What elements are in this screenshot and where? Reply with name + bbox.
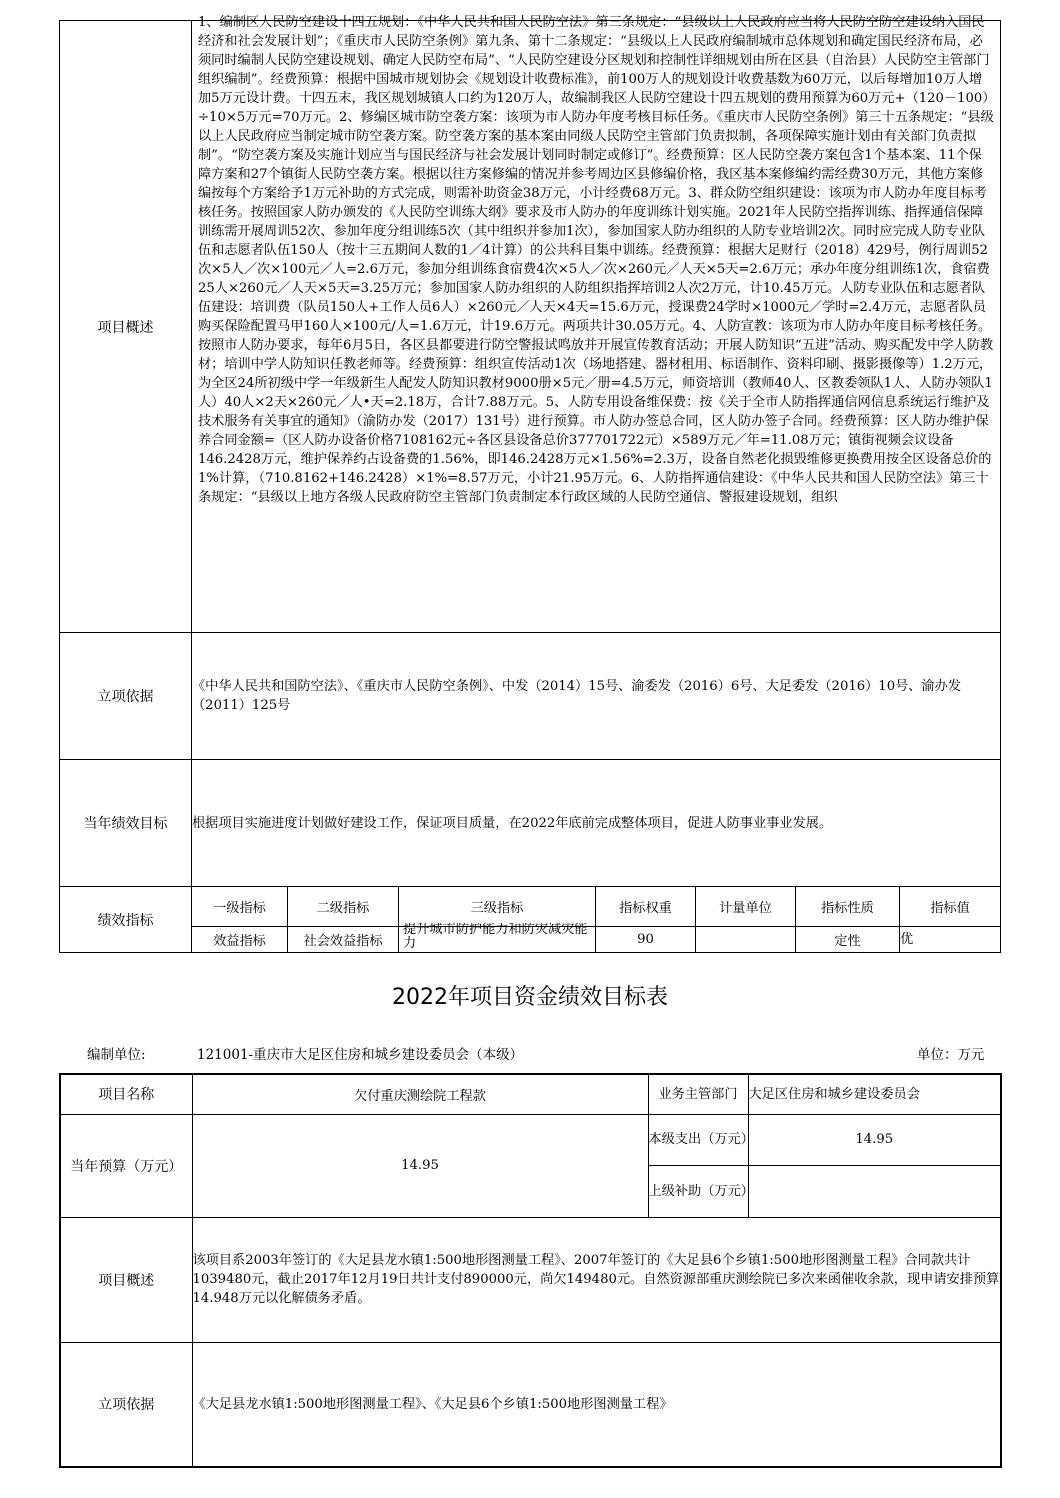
goal-text: 根据项目实施进度计划做好建设工作，保证项目质量，在2022年底前完成整体项目，促进人防事业事业发展。 [192, 760, 1001, 887]
overview-text: 1、编制区人民防空建设十四五规划：《中华人民共和国人民防空法》第三条规定：“县级以上人民政府应当将人民防空防空建设纳入国民经济和社会发展计划”；《重庆市人民防空条例》第九条、第十二条规定：“县级以上人民政府编制城市总体规划和确定国民经济布局，必须同时编制人民防空建设规划、确定人民防空布局”、“人民防空建设分区规划和控制性详细规划由所在区县（自治县）人民防空主管部门组织编制”。经费预算：根据中国城市规划协会《规划设计收费标准》，前100万人的规划设计收费基数为60万元，以后每增加10万人增加5万元设计费。十四五末，我区规划城镇人口约为120万人，故编制我区人民防空建设十四五规划的费用预算为60万元+（120－100）÷10×5万元=70万元。2、修编区城市防空袭方案：该项为市人防办年度考核目标任务。《重庆市人民防空条例》第三十五条规定：“县级以上人民政府应当制定城市防空袭方案。防空袭方案的基本案由同级人民防空主管部门负责拟制，各项保障实施计划由有关部门负责拟制”。“防空袭方案及实施计划应当与国民经济与社会发展计划同时制定或修订”。经费预算：区人民防空袭方案包含1个基本案、11个保障方案和27个镇街人民防空袭方案。根据以往方案修编的情况并参考周边区县修编价格，我区基本案修编约需经费30万元，其他方案修编按每个方案给予1万元补助的方式完成，则需补助资金38万元，小计经费68万元。3、群众防空组织建设：该项为市人防办年度目标考核任务。按照国家人防办颁发的《人民防空训练大纲》要求及市人防办的年度训练计划实施。2021年人民防空指挥训练、指挥通信保障训练需开展周训52次、参加年度分组训练5次（其中组织并参加1次），参加国家人防办组织的人防专业培训2次。同时应完成人防专业队伍和志愿者队伍150人（按十三五期间人数的1／4计算）的公共科目集中训练。经费预算：根据大足财行（2018）429号，例行周训52次×5人／次×100元／人=2.6万元，参加分组训练食宿费4次×5人／次×260元／人天×5天=2.6万元；承办年度分组训练1次，食宿费25人×260元／人天×5天=3.25万元；参加国家人防办组织的人防组织指挥培训2人次2万元，计10.45万元。人防专业队伍和志愿者队伍建设：培训费（队员150人+工作人员6人）×260元／人天×4天=15.6万元，授课费24学时×1000元／学时=2.4万元，志愿者队员购买保险配置马甲160人×100元/人=1.6万元，计19.6万元。两项共计30.05万元。4、人防宣教：该项为市人防办年度目标考核任务。按照市人防办要求，每年6月5日，各区县都要进行防空警报试鸣放并开展宣传教育活动；开展人防知识“五进”活动、购买配发中学人防教材；培训中学人防知识任教老师等。经费预算：组织宣传活动1次（场地搭建、器材租用、标语制作、资料印刷、摄影摄像等）1.2万元，为全区24所初级中学一年级新生人配发人防知识教材9000册×5元／册=4.5万元，师资培训（教师40人、区教委领队1人、人防办领队1人）40人×2天×260元／人•天=2.18万，合计7.88万元。5、人防专用设备维保费：按《关于全市人防指挥通信网信息系统运行维护及技术服务有关事宜的通知》（渝防办发（2017）131号）进行预算。市人防办签总合同，区人防办签子合同。经费预算：区人防办维护保养合同金额=（区人防办设备价格7108162元÷各区县设备总价377701722元）×589万元／年=11.08万元；镇街视频会议设备146.2428万元，维护保养约占设备费的1.56%，即146.2428万元×1.56%=2.3万，设备自然老化损毁维修更换费用按全区设备总价的1%计算，（710.8162+146.2428）×1%=8.57万元，小计21.95万元。6、人防指挥通信建设：《中华人民共和国人民防空法》第三十条规定：“县级以上地方各级人民政府防空主管部门负责制定本行政区域的人民防空通信、警报建设规划，组织 [198, 15, 994, 505]
basis2-label: 立项依据 [60, 1342, 192, 1467]
overview2-label: 项目概述 [60, 1217, 192, 1342]
perf-header-unit: 计量单位 [696, 887, 796, 927]
upper-value [748, 1165, 1001, 1217]
perf-header-level1: 一级指标 [192, 887, 288, 927]
perf-unit [696, 927, 796, 953]
upper-label: 上级补助（万元） [648, 1165, 748, 1217]
perf-level3: 提升城市防护能力和防灾减灾能力 [403, 923, 588, 949]
project-name: 欠付重庆测绘院工程款 [192, 1074, 648, 1114]
dept-label: 业务主管部门 [648, 1074, 748, 1114]
perf-header-level2: 二级指标 [288, 887, 399, 927]
perf-header-weight: 指标权重 [596, 887, 696, 927]
perf-weight: 90 [596, 927, 696, 953]
overview2-text: 该项目系2003年签订的《大足县龙水镇1:500地形图测量工程》、2007年签订的《大足县6个乡镇1:500地形图测量工程》合同款共计1039480元，截止2017年12月19日共计支付890000元，尚欠149480元。自然资源部重庆测绘院已多次来函催收余款，现申请安排预算14.948万元以化解债务矛盾。 [192, 1217, 1001, 1342]
perf-level1: 效益指标 [192, 927, 288, 953]
perf-header-level3: 三级指标 [399, 887, 596, 927]
basis2-text: 《大足县龙水镇1:500地形图测量工程》、《大足县6个乡镇1:500地形图测量工程》 [192, 1342, 1001, 1467]
project-table-continued [59, 15, 1001, 953]
goal-label: 当年绩效目标 [60, 760, 192, 887]
perf-header-value: 指标值 [900, 887, 1001, 927]
unit-value: 121001-重庆市大足区住房和城乡建设委员会（本级） [197, 1047, 524, 1063]
local-label: 本级支出（万元） [648, 1114, 748, 1165]
perf-level2: 社会效益指标 [288, 927, 399, 953]
unit-label: 编制单位: [87, 1047, 146, 1063]
overview-label: 项目概述 [60, 21, 192, 633]
project-name-label: 项目名称 [60, 1074, 192, 1114]
perf-nature: 定性 [796, 927, 900, 953]
local-value: 14.95 [748, 1114, 1001, 1165]
budget-label: 当年预算（万元） [60, 1114, 192, 1217]
perf-header-nature: 指标性质 [796, 887, 900, 927]
basis-text: 《中华人民共和国防空法》、《重庆市人民防空条例》、中发（2014）15号、渝委发（2016）6号、大足委发（2016）10号、渝办发（2011）125号 [192, 633, 1001, 760]
currency-unit: 单位：万元 [917, 1047, 985, 1063]
perf-label: 绩效指标 [60, 887, 192, 953]
budget-value: 14.95 [192, 1114, 648, 1217]
basis-label: 立项依据 [60, 633, 192, 760]
project-table-2 [59, 1073, 1002, 1468]
page-title: 2022年项目资金绩效目标表 [392, 985, 668, 1010]
perf-value: 优 [900, 927, 1001, 953]
dept-value: 大足区住房和城乡建设委员会 [748, 1074, 1001, 1114]
